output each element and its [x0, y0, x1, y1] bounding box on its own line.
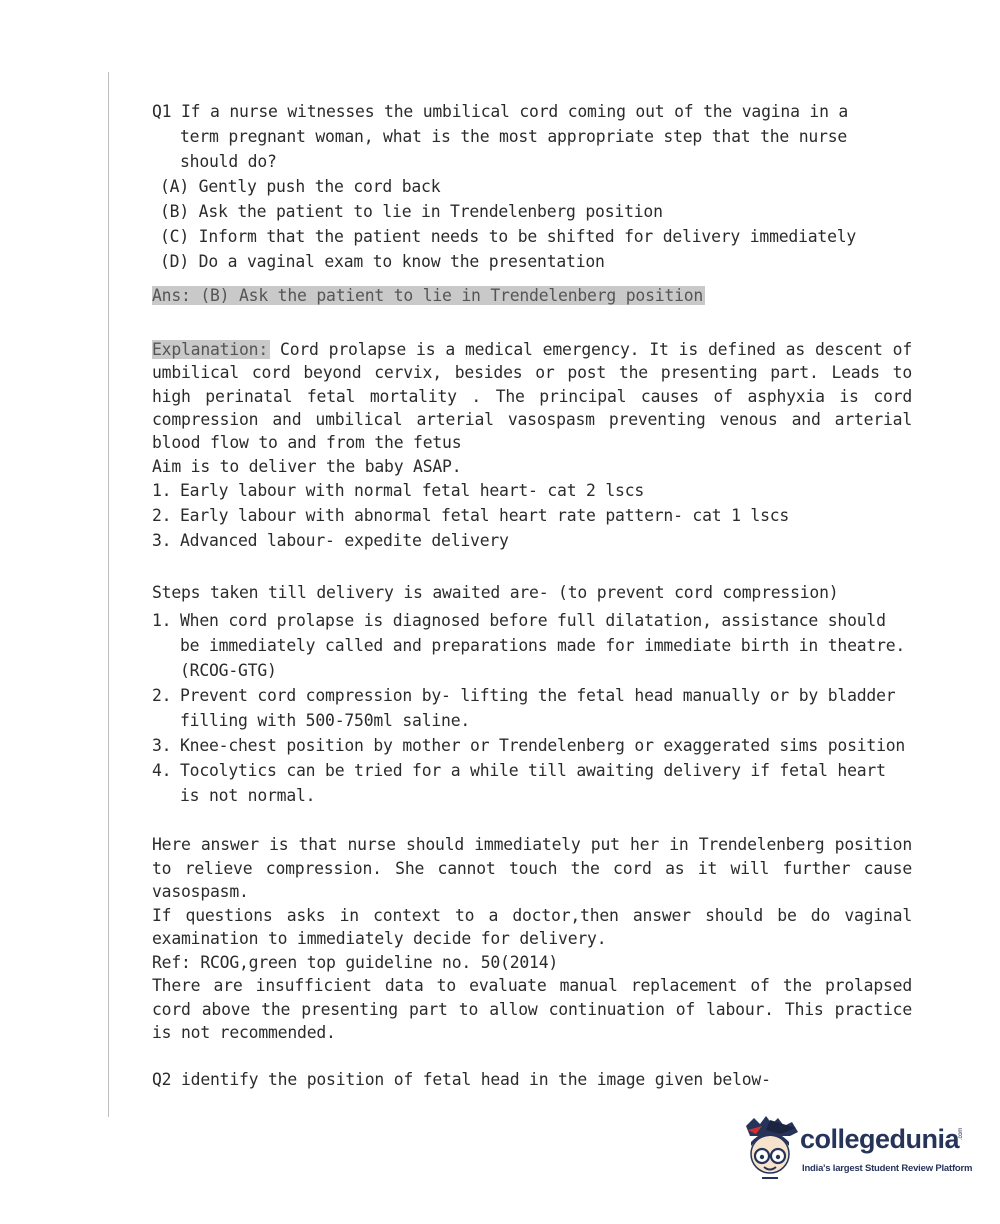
conclusion	[152, 833, 912, 974]
conclusion-line-2: If questions asks in context to a doctor,then answer should be do vaginal examination to immediately decide for delivery.	[152, 905, 912, 948]
list-text: Advanced labour- expedite delivery	[180, 531, 509, 551]
list-item	[152, 478, 912, 503]
answer-highlight: Ans: (B) Ask the patient to lie in Trendelenberg position	[152, 286, 704, 305]
list-number: 1.	[152, 481, 172, 501]
list-item	[152, 528, 912, 553]
list-text: Early labour with normal fetal heart- cat 2 lscs	[180, 481, 645, 501]
question-1	[152, 99, 872, 274]
explanation	[152, 338, 912, 454]
list-number: 2.	[152, 506, 172, 526]
collegedunia-logo	[740, 1112, 973, 1192]
reference: Ref: RCOG,green top guideline no. 50(2014)	[152, 952, 559, 972]
list-number: 1.	[152, 611, 172, 630]
list-text: Early labour with abnormal fetal heart rate pattern- cat 1 lscs	[180, 506, 790, 526]
list-number: 4.	[152, 761, 172, 780]
brand-domain: .com	[958, 1127, 964, 1140]
question-2: Q2 identify the position of fetal head in the image given below-	[152, 1070, 771, 1089]
list-text: Tocolytics can be tried for a while till awaiting delivery if fetal heart is not normal.	[180, 761, 886, 805]
question-1-stem: Q1 If a nurse witnesses the umbilical cord coming out of the vagina in a term pregnant woman, what is the most appropriate step that the nurse should do?	[152, 102, 849, 171]
mascot-icon	[740, 1112, 802, 1192]
list-item	[152, 608, 912, 683]
list-item	[152, 683, 912, 733]
list-text: Knee-chest position by mother or Trendelenberg or exaggerated sims position	[180, 736, 906, 755]
aim-list	[152, 478, 912, 553]
list-number: 3.	[152, 736, 172, 755]
aim-text: Aim is to deliver the baby ASAP.	[152, 457, 462, 476]
option-a: (A) Gently push the cord back	[160, 177, 441, 196]
insufficient-data-note: There are insufficient data to evaluate manual replacement of the prolapsed cord above the presenting part to allow continuation of labour. This practice is not recommended.	[152, 976, 912, 1042]
list-number: 2.	[152, 686, 172, 705]
conclusion-line-1: Here answer is that nurse should immediately put her in Trendelenberg position to relieve compression. She cannot touch the cord as it will further cause vasospasm.	[152, 835, 912, 901]
answer-line	[152, 284, 705, 308]
steps-list	[152, 608, 912, 808]
option-c: (C) Inform that the patient needs to be shifted for delivery immediately	[160, 227, 857, 246]
option-b: (B) Ask the patient to lie in Trendelenberg position	[160, 202, 663, 221]
explanation-label: Explanation:	[152, 340, 269, 359]
list-number: 3.	[152, 531, 172, 551]
list-text: Prevent cord compression by- lifting the fetal head manually or by bladder filling with 500-750ml saline.	[180, 686, 896, 730]
steps-title: Steps taken till delivery is awaited are- (to prevent cord compression)	[152, 583, 839, 602]
list-item	[152, 758, 912, 808]
list-text: When cord prolapse is diagnosed before full dilatation, assistance should be immediately called and preparations made for immediate birth in theatre. (RCOG-GTG)	[180, 611, 906, 680]
option-d: (D) Do a vaginal exam to know the presentation	[160, 252, 605, 271]
steps-section	[152, 608, 912, 808]
list-item	[152, 503, 912, 528]
brand-name: collegedunia	[800, 1124, 960, 1154]
aim-section	[152, 455, 912, 553]
brand-tagline: India's largest Student Review Platform	[802, 1163, 973, 1174]
explanation-text: Cord prolapse is a medical emergency. It is defined as descent of umbilical cord beyond cervix, besides or post the presenting part. Leads to high perinatal fetal mortality . The principal causes of asphyxia is cord compression and umbilical arterial vasospasm preventing venous and arterial blood flow to and from the fetus	[152, 340, 912, 453]
margin-rule	[108, 72, 109, 1117]
list-item	[152, 733, 912, 758]
